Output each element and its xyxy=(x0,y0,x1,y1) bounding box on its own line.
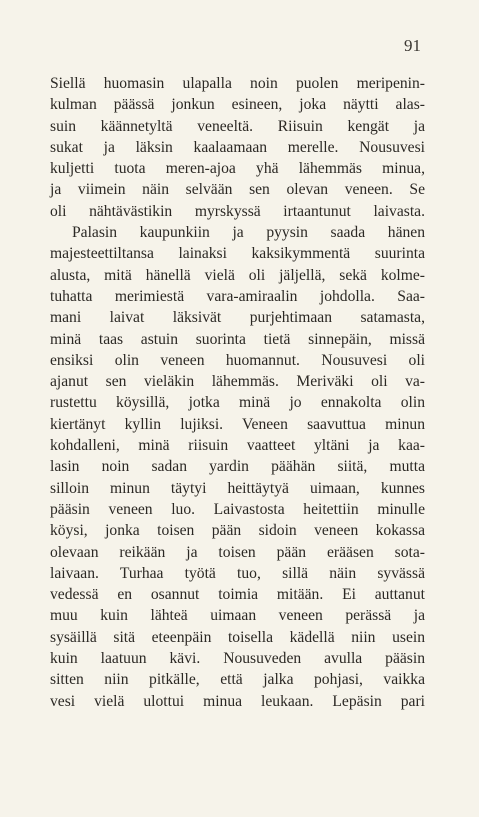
text-line: muu kuin lähteä uimaan veneen perässä ja xyxy=(50,607,425,625)
text-line: tuhatta merimiestä vara-amiraalin johdolla. Saa- xyxy=(50,287,425,305)
text-line: sysäillä sitä eteenpäin toisella kädellä niin usein xyxy=(50,628,425,646)
text-line: sukat ja läksin kaalaamaan merelle. Nousuvesi xyxy=(50,138,425,156)
text-line: Siellä huomasin ulapalla noin puolen meripenin- xyxy=(50,75,425,92)
text-line: kohdalleni, minä riisuin vaatteet yltäni ja kaa- xyxy=(50,437,425,455)
text-line: laivaan. Turhaa työtä tuo, sillä näin syvässä xyxy=(50,564,425,582)
text-line: alusta, mitä hänellä vielä oli jäljellä, sekä kolme- xyxy=(50,266,425,284)
text-line: silloin minun täytyi heittäytyä uimaan, kunnes xyxy=(50,479,425,497)
text-line: kulman päässä jonkun esineen, joka näytti alas- xyxy=(50,96,425,114)
text-line: oli nähtävästikin myrskyssä irtaantunut laivasta. xyxy=(50,202,425,220)
text-line: kiertänyt kyllin lujiksi. Veneen saavuttua minun xyxy=(50,415,425,433)
text-line: suin käännetyltä veneeltä. Riisuin kengät ja xyxy=(50,117,425,135)
text-line: pääsin veneen luo. Laivastosta heitettiin minulle xyxy=(50,500,425,518)
text-line: lasin noin sadan yardin päähän siitä, mutta xyxy=(50,458,425,476)
text-line: olevaan reikään ja toisen pään erääsen sota- xyxy=(50,543,425,561)
text-line: köysi, jonka toisen pään sidoin veneen kokassa xyxy=(50,522,425,540)
text-line: ensiksi olin veneen huomannut. Nousuvesi oli xyxy=(50,351,425,369)
text-line: majesteettiltansa lainaksi kaksikymmentä suurinta xyxy=(50,245,425,263)
text-line: vedessä en osannut toimia mitään. Ei auttanut xyxy=(50,586,425,604)
body-text xyxy=(50,73,425,712)
text-line: ajanut sen vieläkin lähemmäs. Meriväki oli va- xyxy=(50,373,425,391)
text-line: Palasin kaupunkiin ja pyysin saada hänen xyxy=(72,224,425,242)
text-line: minä taas astuin suorinta tietä sinnepäin, missä xyxy=(50,330,425,348)
text-line: ja viimein näin selvään sen olevan veneen. Se xyxy=(50,181,425,199)
page-number: 91 xyxy=(404,36,421,55)
text-line: sitten niin pitkälle, että jalka pohjasi, vaikka xyxy=(50,671,425,689)
text-line: vesi vielä ulottui minua leukaan. Lepäsin pari xyxy=(50,692,425,710)
text-line: rustettu köysillä, jotka minä jo ennakolta olin xyxy=(50,394,425,412)
text-line: mani laivat läksivät purjehtimaan satamasta, xyxy=(50,309,425,327)
text-line: kuljetti tuota meren-ajoa yhä lähemmäs minua, xyxy=(50,160,425,178)
text-line: kuin laatuun kävi. Nousuveden avulla pääsin xyxy=(50,650,425,668)
